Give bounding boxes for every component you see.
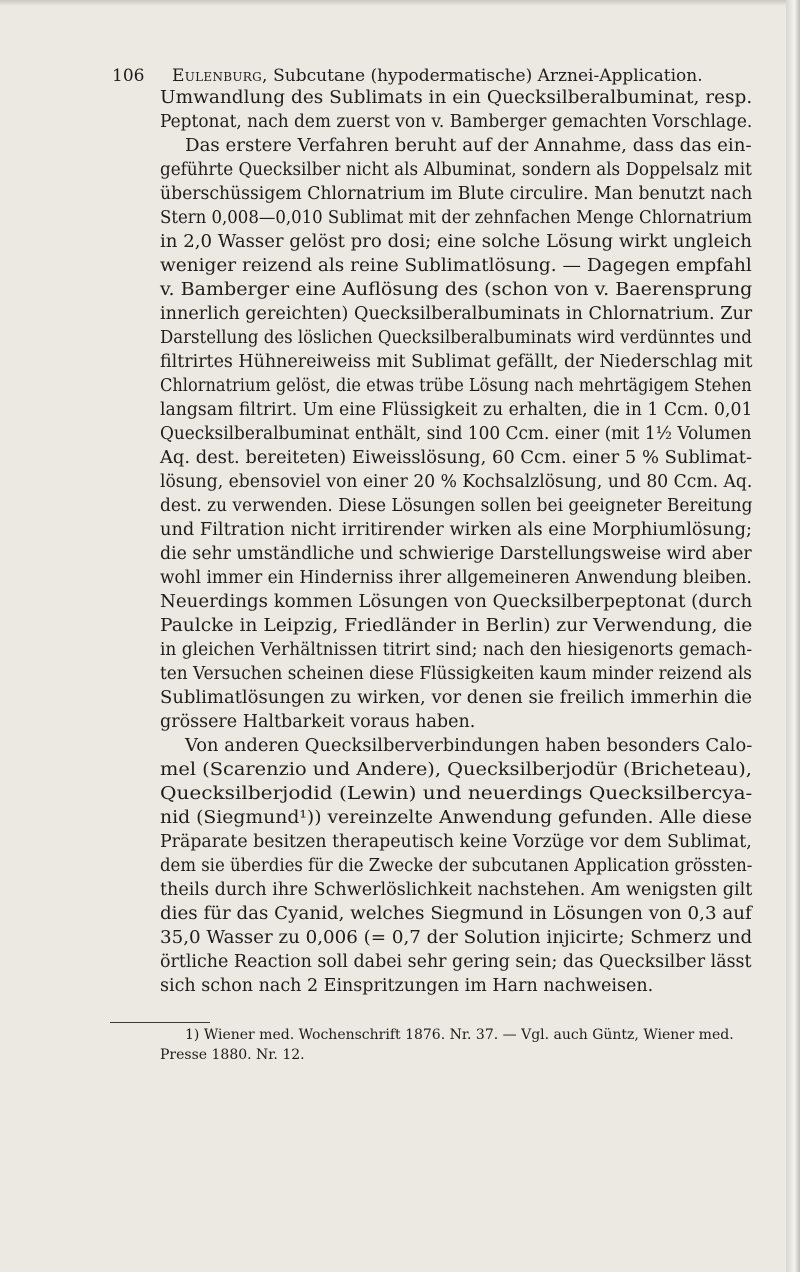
text-line: Peptonat, nach dem zuerst von v. Bamberger gemachten Vorschlage. [160, 112, 753, 132]
running-head-title: Subcutane (hypodermatische) Arznei-Application. [273, 66, 703, 86]
text-line: wohl immer ein Hinderniss ihrer allgemeineren Anwendung bleiben. [160, 568, 752, 588]
text-line: Darstellung des löslichen Quecksilberalbuminats wird verdünntes und [160, 328, 752, 348]
text-line: theils durch ihre Schwerlöslichkeit nachstehen. Am wenigsten gilt [160, 880, 753, 900]
text-line: Quecksilberalbuminat enthält, sind 100 Ccm. einer (mit 1½ Volumen [160, 424, 752, 444]
text-line: Quecksilberjodid (Lewin) und neuerdings Quecksilbercya- [160, 784, 753, 804]
text-line: weniger reizend als reine Sublimatlösung. — Dagegen empfahl [160, 256, 752, 276]
text-line: innerlich gereichten) Quecksilberalbuminats in Chlornatrium. Zur [160, 304, 753, 324]
footnote-line: Presse 1880. Nr. 12. [160, 1047, 305, 1063]
text-line: ten Versuchen scheinen diese Flüssigkeiten kaum minder reizend als [160, 664, 752, 684]
text-line: örtliche Reaction soll dabei sehr gering sein; das Quecksilber lässt [160, 952, 752, 972]
text-line: mel (Scarenzio und Andere), Quecksilberjodür (Bricheteau), [160, 760, 752, 780]
text-line: Präparate besitzen therapeutisch keine Vorzüge vor dem Sublimat, [160, 832, 752, 852]
text-line: Paulcke in Leipzig, Friedländer in Berlin) zur Verwendung, die [160, 616, 753, 636]
running-head-author: Eulenburg, [172, 66, 268, 86]
footnote-rule [110, 1022, 210, 1023]
text-line: v. Bamberger eine Auflösung des (schon von v. Baerensprung [160, 280, 753, 300]
text-line: nid (Siegmund¹)) vereinzelte Anwendung gefunden. Alle diese [160, 808, 752, 828]
text-line: dies für das Cyanid, welches Siegmund in Lösungen von 0,3 auf [160, 904, 752, 924]
text-line: dest. zu verwenden. Diese Lösungen sollen bei geeigneter Bereitung [160, 496, 753, 516]
text-line: grössere Haltbarkeit voraus haben. [160, 712, 476, 732]
text-line: überschüssigem Chlornatrium im Blute circulire. Man benutzt nach [160, 184, 753, 204]
text-line: Umwandlung des Sublimats in ein Quecksilberalbuminat, resp. [160, 88, 753, 108]
text-line: in 2,0 Wasser gelöst pro dosi; eine solche Lösung wirkt ungleich [160, 232, 752, 252]
text-line: Das erstere Verfahren beruht auf der Annahme, dass das ein- [185, 136, 752, 156]
text-line: in gleichen Verhältnissen titrirt sind; nach den hiesigenorts gemach- [160, 640, 753, 660]
text-line: lösung, ebensoviel von einer 20 % Kochsalzlösung, und 80 Ccm. Aq. [160, 472, 753, 492]
text-line: Sublimatlösungen zu wirken, vor denen sie freilich immerhin die [160, 688, 752, 708]
page-number: 106 [112, 66, 145, 86]
text-line: filtrirtes Hühnereiweiss mit Sublimat gefällt, der Niederschlag mit [160, 352, 753, 372]
text-line: Aq. dest. bereiteten) Eiweisslösung, 60 Ccm. einer 5 % Sublimat- [160, 448, 752, 468]
text-line: langsam filtrirt. Um eine Flüssigkeit zu erhalten, die in 1 Ccm. 0,01 [160, 400, 753, 420]
text-line: Neuerdings kommen Lösungen von Quecksilberpeptonat (durch [160, 592, 753, 612]
text-line: geführte Quecksilber nicht als Albuminat, sondern als Doppelsalz mit [160, 160, 752, 180]
text-line: Chlornatrium gelöst, die etwas trübe Lösung nach mehrtägigem Stehen [160, 376, 752, 396]
text-line: sich schon nach 2 Einspritzungen im Harn nachweisen. [160, 976, 654, 996]
footnote-line: 1) Wiener med. Wochenschrift 1876. Nr. 37. — Vgl. auch Güntz, Wiener med. [185, 1027, 734, 1043]
text-line: dem sie überdies für die Zwecke der subcutanen Application grössten- [160, 856, 753, 876]
text-line: die sehr umständliche und schwierige Darstellungsweise wird aber [160, 544, 752, 564]
text-line: Stern 0,008—0,010 Sublimat mit der zehnfachen Menge Chlornatrium [160, 208, 753, 228]
text-line: 35,0 Wasser zu 0,006 (= 0,7 der Solution injicirte; Schmerz und [160, 928, 753, 948]
text-line: Von anderen Quecksilberverbindungen haben besonders Calo- [185, 736, 753, 756]
text-line: und Filtration nicht irritirender wirken als eine Morphiumlösung; [160, 520, 753, 540]
